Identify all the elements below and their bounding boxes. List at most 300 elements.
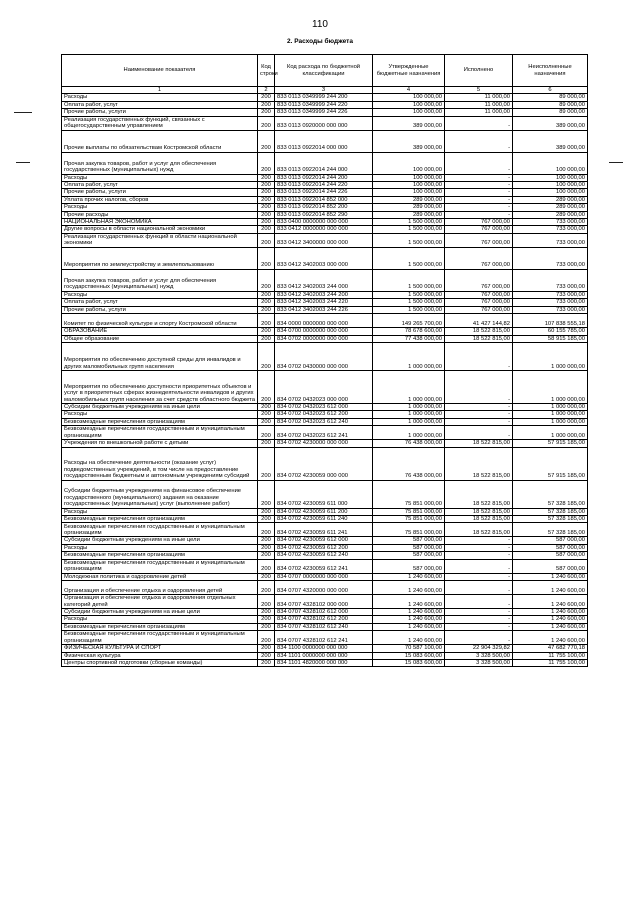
row-executed: - xyxy=(445,426,513,440)
row-unexecuted: 60 155 785,00 xyxy=(513,328,588,335)
row-unexecuted: 1 240 600,00 xyxy=(513,594,588,608)
row-budget-code: 833 0113 0349999 244 226 xyxy=(275,109,373,116)
row-unexecuted: 57 915 185,00 xyxy=(513,447,588,480)
table-row xyxy=(62,594,588,608)
row-unexecuted: 389 000,00 xyxy=(513,130,588,152)
table-row xyxy=(62,152,588,174)
row-line-code: 200 xyxy=(258,608,275,615)
column-number-row xyxy=(62,87,588,94)
table-row xyxy=(62,440,588,447)
row-name: Расходы xyxy=(62,94,258,101)
row-executed: - xyxy=(445,594,513,608)
row-approved: 1 240 600,00 xyxy=(373,594,445,608)
row-approved: 76 438 000,00 xyxy=(373,447,445,480)
row-line-code: 200 xyxy=(258,544,275,551)
row-budget-code: 833 0113 0920000 000 000 xyxy=(275,116,373,130)
margin-mark xyxy=(609,162,623,163)
table-row xyxy=(62,189,588,196)
table-row xyxy=(62,631,588,645)
row-approved: 15 083 600,00 xyxy=(373,652,445,659)
row-budget-code: 834 0702 4230059 611 000 xyxy=(275,480,373,508)
row-approved: 149 265 700,00 xyxy=(373,314,445,328)
row-approved: 389 000,00 xyxy=(373,130,445,152)
row-executed: 18 522 815,00 xyxy=(445,523,513,537)
row-name: ОБРАЗОВАНИЕ xyxy=(62,328,258,335)
page-number: 110 xyxy=(312,19,328,30)
margin-mark xyxy=(16,162,30,163)
row-line-code: 200 xyxy=(258,631,275,645)
row-unexecuted: 289 000,00 xyxy=(513,211,588,218)
row-approved: 75 851 000,00 xyxy=(373,523,445,537)
table-row xyxy=(62,645,588,652)
row-executed: - xyxy=(445,544,513,551)
row-approved: 100 000,00 xyxy=(373,94,445,101)
row-executed: 767 000,00 xyxy=(445,269,513,291)
row-unexecuted: 1 000 000,00 xyxy=(513,403,588,410)
row-name: Расходы xyxy=(62,616,258,623)
table-row xyxy=(62,269,588,291)
row-executed: - xyxy=(445,116,513,130)
table-row xyxy=(62,660,588,667)
row-approved: 1 240 600,00 xyxy=(373,573,445,580)
row-budget-code: 834 0702 4230059 611 200 xyxy=(275,508,373,515)
table-row xyxy=(62,537,588,544)
row-executed: 3 328 500,00 xyxy=(445,652,513,659)
row-budget-code: 833 0412 3402003 244 220 xyxy=(275,299,373,306)
table-row xyxy=(62,418,588,425)
row-executed: - xyxy=(445,616,513,623)
row-budget-code: 834 0700 0000000 000 000 xyxy=(275,328,373,335)
row-name: Прочая закупка товаров, работ и услуг для обеспечения государственных (муниципальных) нужд xyxy=(62,269,258,291)
row-line-code: 200 xyxy=(258,370,275,403)
row-budget-code: 833 0412 3402003 244 200 xyxy=(275,291,373,298)
row-budget-code: 834 0702 4230059 611 241 xyxy=(275,523,373,537)
table-row xyxy=(62,370,588,403)
row-budget-code: 834 0702 0432023 000 000 xyxy=(275,370,373,403)
row-unexecuted: 733 000,00 xyxy=(513,269,588,291)
row-unexecuted: 1 000 000,00 xyxy=(513,426,588,440)
row-executed: - xyxy=(445,573,513,580)
row-name: Комитет по физической культуре и спорту Костромской области xyxy=(62,314,258,328)
row-line-code: 200 xyxy=(258,426,275,440)
table-row xyxy=(62,552,588,559)
row-unexecuted: 58 915 185,00 xyxy=(513,335,588,342)
row-unexecuted: 733 000,00 xyxy=(513,226,588,233)
row-budget-code: 834 0702 4230000 000 000 xyxy=(275,440,373,447)
row-name: Расходы на обеспечение деятельности (оказание услуг) подведомственных учреждений, в том числе на предоставление государственным бюджетным и автономным учреждениям субсидий xyxy=(62,447,258,480)
row-budget-code: 833 0412 0000000 000 000 xyxy=(275,226,373,233)
row-budget-code: 834 0702 4230059 612 000 xyxy=(275,537,373,544)
row-approved: 100 000,00 xyxy=(373,174,445,181)
table-row xyxy=(62,116,588,130)
row-budget-code: 834 0707 0000000 000 000 xyxy=(275,573,373,580)
row-line-code: 200 xyxy=(258,403,275,410)
table-row xyxy=(62,573,588,580)
row-line-code: 200 xyxy=(258,182,275,189)
table-row xyxy=(62,580,588,594)
row-approved: 1 000 000,00 xyxy=(373,426,445,440)
row-unexecuted: 107 838 555,18 xyxy=(513,314,588,328)
row-approved: 1 500 000,00 xyxy=(373,226,445,233)
margin-mark xyxy=(14,112,32,113)
row-approved: 1 240 600,00 xyxy=(373,631,445,645)
table-row xyxy=(62,616,588,623)
row-unexecuted: 11 755 100,00 xyxy=(513,652,588,659)
row-executed: 18 522 815,00 xyxy=(445,515,513,522)
row-name: Общее образование xyxy=(62,335,258,342)
row-line-code: 200 xyxy=(258,152,275,174)
row-line-code: 200 xyxy=(258,594,275,608)
column-header: Код строки xyxy=(258,55,275,87)
table-row xyxy=(62,544,588,551)
row-line-code: 200 xyxy=(258,447,275,480)
row-unexecuted: 733 000,00 xyxy=(513,247,588,269)
table-row xyxy=(62,211,588,218)
row-executed: - xyxy=(445,189,513,196)
row-budget-code: 834 0702 0432023 612 240 xyxy=(275,418,373,425)
row-name: Субсидии бюджетным учреждениям на иные цели xyxy=(62,608,258,615)
row-budget-code: 833 0113 0349999 244 220 xyxy=(275,101,373,108)
row-approved: 587 000,00 xyxy=(373,552,445,559)
row-line-code: 200 xyxy=(258,116,275,130)
row-name: Оплата работ, услуг xyxy=(62,299,258,306)
row-approved: 1 240 600,00 xyxy=(373,580,445,594)
row-executed: 767 000,00 xyxy=(445,233,513,247)
row-line-code: 200 xyxy=(258,291,275,298)
expenses-table xyxy=(61,54,588,667)
row-line-code: 200 xyxy=(258,580,275,594)
row-name: Молодежная политика и оздоровление детей xyxy=(62,573,258,580)
row-name: Прочие работы, услуги xyxy=(62,189,258,196)
row-approved: 100 000,00 xyxy=(373,189,445,196)
row-approved: 100 000,00 xyxy=(373,152,445,174)
row-line-code: 200 xyxy=(258,269,275,291)
row-budget-code: 834 1101 0000000 000 000 xyxy=(275,652,373,659)
table-row xyxy=(62,608,588,615)
row-budget-code: 833 0113 0349999 244 200 xyxy=(275,94,373,101)
row-approved: 1 500 000,00 xyxy=(373,247,445,269)
row-approved: 1 000 000,00 xyxy=(373,370,445,403)
row-approved: 587 000,00 xyxy=(373,537,445,544)
row-line-code: 200 xyxy=(258,480,275,508)
row-approved: 289 000,00 xyxy=(373,211,445,218)
row-budget-code: 834 0707 4328102 612 241 xyxy=(275,631,373,645)
row-name: Безвозмездные перечисления государственным и муниципальным организациям xyxy=(62,631,258,645)
row-line-code: 200 xyxy=(258,196,275,203)
row-line-code: 200 xyxy=(258,189,275,196)
row-executed: 18 522 815,00 xyxy=(445,480,513,508)
row-approved: 100 000,00 xyxy=(373,101,445,108)
table-row xyxy=(62,623,588,630)
row-budget-code: 833 0113 0922014 244 000 xyxy=(275,152,373,174)
row-unexecuted: 100 000,00 xyxy=(513,174,588,181)
row-executed: - xyxy=(445,559,513,573)
row-approved: 587 000,00 xyxy=(373,559,445,573)
table-row xyxy=(62,306,588,313)
table-row xyxy=(62,411,588,418)
row-budget-code: 834 0702 0432023 612 200 xyxy=(275,411,373,418)
row-approved: 75 851 000,00 xyxy=(373,480,445,508)
row-unexecuted: 100 000,00 xyxy=(513,152,588,174)
row-unexecuted: 89 000,00 xyxy=(513,109,588,116)
row-name: Безвозмездные перечисления организациям xyxy=(62,418,258,425)
row-budget-code: 833 0412 3402003 000 000 xyxy=(275,247,373,269)
table-row xyxy=(62,174,588,181)
row-unexecuted: 1 000 000,00 xyxy=(513,342,588,370)
column-header: Неисполненные назначения xyxy=(513,55,588,87)
row-unexecuted: 289 000,00 xyxy=(513,204,588,211)
row-unexecuted: 1 000 000,00 xyxy=(513,370,588,403)
row-approved: 1 000 000,00 xyxy=(373,342,445,370)
row-executed: 11 000,00 xyxy=(445,109,513,116)
row-name: Безвозмездные перечисления государственным и муниципальным организациям xyxy=(62,523,258,537)
row-line-code: 200 xyxy=(258,314,275,328)
row-approved: 75 851 000,00 xyxy=(373,515,445,522)
row-budget-code: 833 0113 0922014 852 000 xyxy=(275,196,373,203)
row-line-code: 200 xyxy=(258,335,275,342)
header-row xyxy=(62,55,588,87)
row-line-code: 200 xyxy=(258,328,275,335)
row-unexecuted: 11 755 100,00 xyxy=(513,660,588,667)
column-number: 1 xyxy=(62,87,258,94)
row-executed: - xyxy=(445,182,513,189)
table-row xyxy=(62,204,588,211)
row-executed: 767 000,00 xyxy=(445,247,513,269)
row-budget-code: 833 0113 0922014 244 200 xyxy=(275,174,373,181)
row-name: Безвозмездные перечисления государственным и муниципальным организациям xyxy=(62,426,258,440)
row-executed: - xyxy=(445,196,513,203)
row-budget-code: 834 0702 4230059 612 241 xyxy=(275,559,373,573)
row-line-code: 200 xyxy=(258,523,275,537)
row-executed: - xyxy=(445,631,513,645)
row-executed: 18 522 815,00 xyxy=(445,335,513,342)
row-name: ФИЗИЧЕСКАЯ КУЛЬТУРА И СПОРТ xyxy=(62,645,258,652)
row-executed: 18 522 815,00 xyxy=(445,447,513,480)
row-name: Безвозмездные перечисления организациям xyxy=(62,552,258,559)
row-executed: - xyxy=(445,174,513,181)
column-header: Код расхода по бюджетной классификации xyxy=(275,55,373,87)
row-line-code: 200 xyxy=(258,342,275,370)
row-approved: 1 000 000,00 xyxy=(373,418,445,425)
row-name: Прочие расходы xyxy=(62,211,258,218)
row-budget-code: 834 0707 4320000 000 000 xyxy=(275,580,373,594)
table-row xyxy=(62,314,588,328)
table-row xyxy=(62,335,588,342)
row-name: Другие вопросы в области национальной экономики xyxy=(62,226,258,233)
row-executed: - xyxy=(445,403,513,410)
row-executed: - xyxy=(445,342,513,370)
row-executed: 18 522 815,00 xyxy=(445,440,513,447)
row-approved: 289 000,00 xyxy=(373,196,445,203)
row-name: Безвозмездные перечисления государственным и муниципальным организациям xyxy=(62,559,258,573)
row-unexecuted: 57 328 185,00 xyxy=(513,515,588,522)
row-approved: 1 500 000,00 xyxy=(373,233,445,247)
row-unexecuted: 89 000,00 xyxy=(513,101,588,108)
row-line-code: 200 xyxy=(258,440,275,447)
table-row xyxy=(62,130,588,152)
row-budget-code: 834 0000 0000000 000 000 xyxy=(275,314,373,328)
row-budget-code: 834 0702 4230059 612 240 xyxy=(275,552,373,559)
row-name: Расходы xyxy=(62,411,258,418)
section-title: 2. Расходы бюджета xyxy=(287,38,353,45)
row-approved: 70 587 100,00 xyxy=(373,645,445,652)
row-name: Оплата работ, услуг xyxy=(62,101,258,108)
row-budget-code: 834 0702 4230059 611 240 xyxy=(275,515,373,522)
row-approved: 1 500 000,00 xyxy=(373,299,445,306)
row-line-code: 200 xyxy=(258,411,275,418)
row-line-code: 200 xyxy=(258,306,275,313)
row-line-code: 200 xyxy=(258,508,275,515)
row-unexecuted: 733 000,00 xyxy=(513,219,588,226)
row-line-code: 200 xyxy=(258,652,275,659)
table-row xyxy=(62,480,588,508)
row-name: Расходы xyxy=(62,174,258,181)
row-name: Безвозмездные перечисления организациям xyxy=(62,515,258,522)
table-row xyxy=(62,219,588,226)
row-name: Прочие выплаты по обязательствам Костромской области xyxy=(62,130,258,152)
row-line-code: 200 xyxy=(258,645,275,652)
table-row xyxy=(62,559,588,573)
row-name: Реализация государственных функций в области национальной экономики xyxy=(62,233,258,247)
row-name: Субсидии бюджетным учреждениям на иные цели xyxy=(62,537,258,544)
row-line-code: 200 xyxy=(258,226,275,233)
row-name: Физическая культура xyxy=(62,652,258,659)
table-row xyxy=(62,426,588,440)
row-name: Субсидии бюджетным учреждениям на иные цели xyxy=(62,403,258,410)
row-line-code: 200 xyxy=(258,130,275,152)
row-unexecuted: 57 915 185,00 xyxy=(513,440,588,447)
table-row xyxy=(62,233,588,247)
row-line-code: 200 xyxy=(258,552,275,559)
row-line-code: 200 xyxy=(258,537,275,544)
row-executed: 41 427 144,82 xyxy=(445,314,513,328)
row-executed: - xyxy=(445,211,513,218)
row-budget-code: 833 0113 0922014 852 200 xyxy=(275,204,373,211)
column-number: 5 xyxy=(445,87,513,94)
row-executed: - xyxy=(445,152,513,174)
row-approved: 75 851 000,00 xyxy=(373,508,445,515)
row-approved: 78 678 600,00 xyxy=(373,328,445,335)
table-row xyxy=(62,291,588,298)
row-name: Уплата прочих налогов, сборов xyxy=(62,196,258,203)
row-executed: - xyxy=(445,204,513,211)
row-executed: - xyxy=(445,130,513,152)
row-executed: 11 000,00 xyxy=(445,94,513,101)
row-name: Реализация государственных функций, связанных с общегосударственным управлением xyxy=(62,116,258,130)
row-executed: 767 000,00 xyxy=(445,291,513,298)
row-line-code: 200 xyxy=(258,515,275,522)
table-row xyxy=(62,182,588,189)
row-name: Расходы xyxy=(62,204,258,211)
table-row xyxy=(62,328,588,335)
row-line-code: 200 xyxy=(258,247,275,269)
row-unexecuted: 289 000,00 xyxy=(513,196,588,203)
column-header: Исполнено xyxy=(445,55,513,87)
row-line-code: 200 xyxy=(258,233,275,247)
row-approved: 1 500 000,00 xyxy=(373,269,445,291)
row-executed: 767 000,00 xyxy=(445,306,513,313)
row-unexecuted: 733 000,00 xyxy=(513,299,588,306)
row-name: Субсидии бюджетным учреждениям на финансовое обеспечение государственного (муниципального) задания на оказание государственных (муниципальных) услуг (выполнение работ) xyxy=(62,480,258,508)
row-budget-code: 833 0113 0922014 852 290 xyxy=(275,211,373,218)
row-budget-code: 834 0702 4230059 000 000 xyxy=(275,447,373,480)
column-number: 6 xyxy=(513,87,588,94)
row-approved: 100 000,00 xyxy=(373,109,445,116)
row-executed: 767 000,00 xyxy=(445,226,513,233)
column-number: 2 xyxy=(258,87,275,94)
row-name: Организация и обеспечение отдыха и оздоровления детей xyxy=(62,580,258,594)
row-budget-code: 833 0412 3402003 244 000 xyxy=(275,269,373,291)
row-approved: 389 000,00 xyxy=(373,116,445,130)
row-budget-code: 834 0707 4328102 612 000 xyxy=(275,608,373,615)
row-executed: - xyxy=(445,411,513,418)
row-budget-code: 833 0113 0922014 244 220 xyxy=(275,182,373,189)
table-row xyxy=(62,226,588,233)
row-line-code: 200 xyxy=(258,418,275,425)
row-unexecuted: 47 682 770,18 xyxy=(513,645,588,652)
row-name: Организация и обеспечение отдыха и оздоровления отдельных категорий детей xyxy=(62,594,258,608)
row-unexecuted: 1 000 000,00 xyxy=(513,411,588,418)
table-row xyxy=(62,101,588,108)
row-unexecuted: 1 240 600,00 xyxy=(513,616,588,623)
row-line-code: 200 xyxy=(258,616,275,623)
row-executed: - xyxy=(445,552,513,559)
row-line-code: 200 xyxy=(258,559,275,573)
row-line-code: 200 xyxy=(258,101,275,108)
table-row xyxy=(62,247,588,269)
row-approved: 1 240 600,00 xyxy=(373,608,445,615)
row-line-code: 200 xyxy=(258,299,275,306)
table-body xyxy=(62,94,588,667)
row-executed: 22 904 329,82 xyxy=(445,645,513,652)
row-unexecuted: 1 240 600,00 xyxy=(513,573,588,580)
row-executed: - xyxy=(445,623,513,630)
column-number: 4 xyxy=(373,87,445,94)
row-unexecuted: 1 240 600,00 xyxy=(513,580,588,594)
row-budget-code: 834 0707 4328102 000 000 xyxy=(275,594,373,608)
row-line-code: 200 xyxy=(258,94,275,101)
row-approved: 1 500 000,00 xyxy=(373,219,445,226)
row-budget-code: 834 1101 4820000 000 000 xyxy=(275,660,373,667)
row-name: Мероприятия по обеспечению доступной среды для инвалидов и других маломобильных групп населения xyxy=(62,342,258,370)
row-approved: 1 500 000,00 xyxy=(373,306,445,313)
table-row xyxy=(62,196,588,203)
row-name: Учреждения по внешкольной работе с детьми xyxy=(62,440,258,447)
column-header: Наименование показателя xyxy=(62,55,258,87)
row-name: Центры спортивной подготовки (сборные команды) xyxy=(62,660,258,667)
row-unexecuted: 733 000,00 xyxy=(513,233,588,247)
row-unexecuted: 587 000,00 xyxy=(513,552,588,559)
row-name: Расходы xyxy=(62,544,258,551)
row-executed: 18 522 815,00 xyxy=(445,508,513,515)
row-approved: 1 500 000,00 xyxy=(373,291,445,298)
row-name: Прочие работы, услуги xyxy=(62,306,258,313)
row-budget-code: 833 0412 3402003 244 226 xyxy=(275,306,373,313)
row-name: Прочая закупка товаров, работ и услуг для обеспечения государственных (муниципальных) нужд xyxy=(62,152,258,174)
row-executed: 767 000,00 xyxy=(445,299,513,306)
row-line-code: 200 xyxy=(258,219,275,226)
row-approved: 1 240 600,00 xyxy=(373,616,445,623)
row-name: Прочие работы, услуги xyxy=(62,109,258,116)
row-executed: 3 328 500,00 xyxy=(445,660,513,667)
table-row xyxy=(62,299,588,306)
row-budget-code: 833 0113 0922014 000 000 xyxy=(275,130,373,152)
row-unexecuted: 1 240 600,00 xyxy=(513,623,588,630)
row-unexecuted: 1 240 600,00 xyxy=(513,608,588,615)
row-executed: 11 000,00 xyxy=(445,101,513,108)
row-executed: - xyxy=(445,418,513,425)
row-unexecuted: 57 328 185,00 xyxy=(513,508,588,515)
